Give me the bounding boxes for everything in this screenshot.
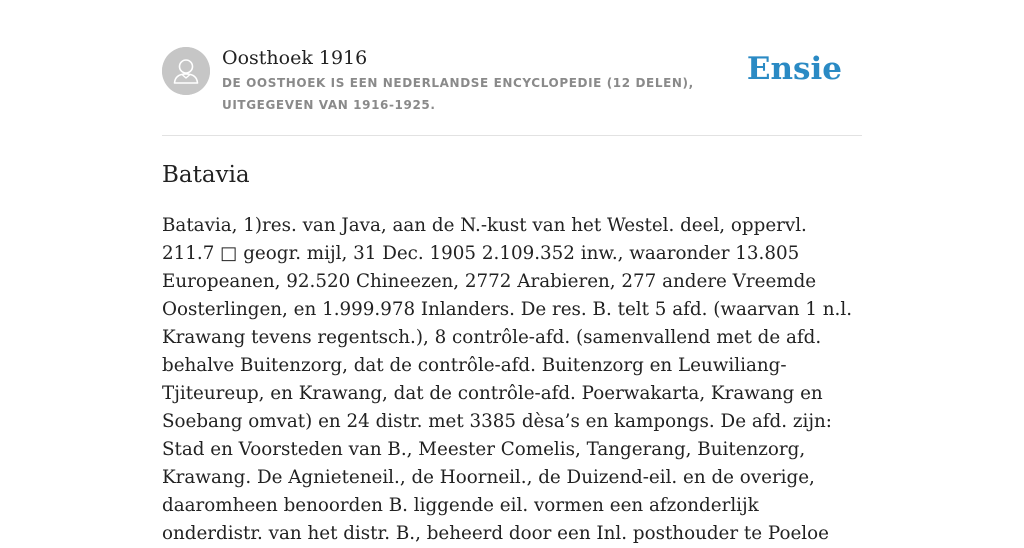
source-description: DE OOSTHOEK IS EEN NEDERLANDSE ENCYCLOPEDIE (12 DELEN), UITGEGEVEN VAN 1916-1925. [222,76,694,112]
article-title: Batavia [162,162,250,188]
brand-logo[interactable]: Ensie [746,51,842,87]
header-divider [162,135,862,136]
source-title[interactable]: Oosthoek 1916 [222,47,368,69]
source-header [162,45,862,117]
article-body: Batavia, 1)res. van Java, aan de N.-kust van het Westel. deel, oppervl. 211.7 □ geogr. mijl, 31 Dec. 1905 2.109.352 inw., waaronder 13.805 Europeanen, 92.520 Chineezen, 2772 Arabieren, 277 andere Vreemde Oosterlingen, en 1.999.978 Inlanders. De res. B. telt 5 afd. (waarvan 1 n.l. Krawang tevens regentsch.), 8 contrôle-afd. (samenvallend met de afd. behalve Buitenzorg, dat de contrôle-afd. Buitenzorg en Leuwiliang-Tjiteureup, en Krawang, dat de contrôle-afd. Poerwakarta, Krawang en Soebang omvat) en 24 distr. met 3385 dèsa’s en kampongs. De afd. zijn: Stad en Voorsteden van B., Meester Comelis, Tangerang, Buitenzorg, Krawang. De Agnieteneil., de Hoorneil., de Duizend-eil. en de overige, daaromheen benoorden B. liggende eil. vormen een afzonderlijk onderdistr. van het distr. B., beheerd door een Inl. posthouder te Poeloe [162,215,853,544]
user-icon[interactable] [162,47,210,95]
